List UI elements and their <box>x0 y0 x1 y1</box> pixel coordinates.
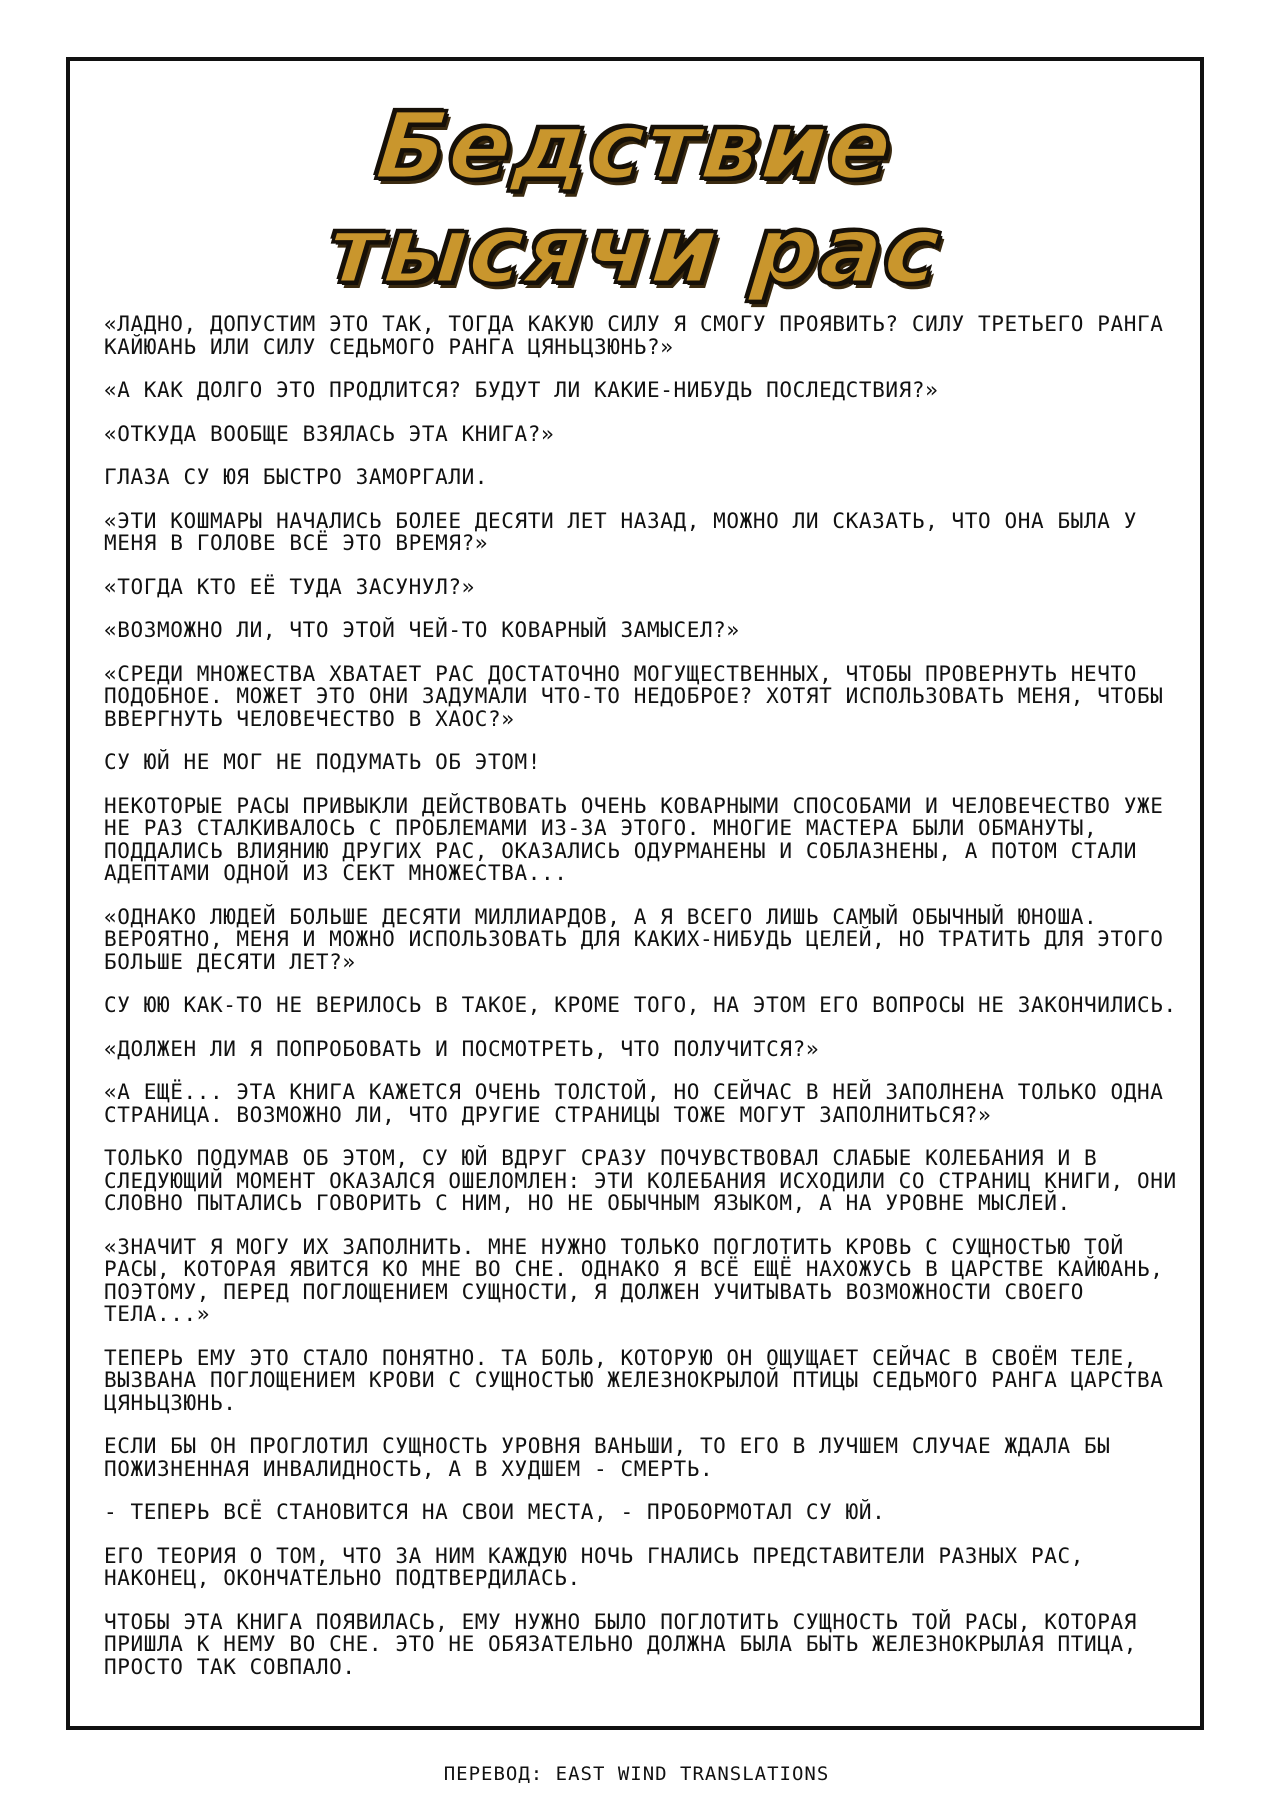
title-line-1: Бедствие <box>371 93 899 200</box>
paragraph: ЧТОБЫ ЭТА КНИГА ПОЯВИЛАСЬ, ЕМУ НУЖНО БЫЛО ПОГЛОТИТЬ СУЩНОСТЬ ТОЙ РАСЫ, КОТОРАЯ ПРИШЛА К НЕМУ ВО СНЕ. ЭТО НЕ ОБЯЗАТЕЛЬНО ДОЛЖНА БЫЛА БЫТЬ ЖЕЛЕЗНОКРЫЛАЯ ПТИЦА, ПРОСТО ТАК СОВПАЛО. <box>104 1609 1137 1679</box>
translation-credit: ПЕРЕВОД: EAST WIND TRANSLATIONS <box>443 1763 830 1785</box>
paragraph: НЕКОТОРЫЕ РАСЫ ПРИВЫКЛИ ДЕЙСТВОВАТЬ ОЧЕНЬ КОВАРНЫМИ СПОСОБАМИ И ЧЕЛОВЕЧЕСТВО УЖЕ НЕ РАЗ СТАЛКИВАЛОСЬ С ПРОБЛЕМАМИ ИЗ-ЗА ЭТОГО. МНОГИЕ МАСТЕРА БЫЛИ ОБМАНУТЫ, ПОДДАЛИСЬ ВЛИЯНИЮ ДРУГИХ РАС, ОКАЗАЛИСЬ ОДУРМАНЕНЫ И СОБЛАЗНЕНЫ, А ПОТОМ СТАЛИ АДЕПТАМИ ОДНОЙ ИЗ СЕКТ МНОЖЕСТВА... <box>104 793 1164 885</box>
paragraph: «ОТКУДА ВООБЩЕ ВЗЯЛАСЬ ЭТА КНИГА?» <box>104 421 555 446</box>
paragraph: «ЗНАЧИТ Я МОГУ ИХ ЗАПОЛНИТЬ. МНЕ НУЖНО ТОЛЬКО ПОГЛОТИТЬ КРОВЬ С СУЩНОСТЬЮ ТОЙ РАСЫ, КОТОРАЯ ЯВИТСЯ КО МНЕ ВО СНЕ. ОДНАКО Я ВСЁ ЕЩЁ НАХОЖУСЬ В ЦАРСТВЕ КАЙЮАНЬ, ПОЭТОМУ, ПЕРЕД ПОГЛОЩЕНИЕМ СУЩНОСТИ, Я ДОЛЖЕН УЧИТЫВАТЬ ВОЗМОЖНОСТИ СВОЕГО ТЕЛА...» <box>104 1234 1164 1326</box>
paragraph: «ДОЛЖЕН ЛИ Я ПОПРОБОВАТЬ И ПОСМОТРЕТЬ, ЧТО ПОЛУЧИТСЯ?» <box>104 1036 820 1061</box>
paragraph: ЕСЛИ БЫ ОН ПРОГЛОТИЛ СУЩНОСТЬ УРОВНЯ ВАНЬШИ, ТО ЕГО В ЛУЧШЕМ СЛУЧАЕ ЖДАЛА БЫ ПОЖИЗНЕННАЯ ИНВАЛИДНОСТЬ, А В ХУДШЕМ - СМЕРТЬ. <box>104 1434 1111 1481</box>
paragraph: СУ ЮЙ НЕ МОГ НЕ ПОДУМАТЬ ОБ ЭТОМ! <box>104 750 542 774</box>
paragraph: ТЕПЕРЬ ЕМУ ЭТО СТАЛО ПОНЯТНО. ТА БОЛЬ, КОТОРУЮ ОН ОЩУЩАЕТ СЕЙЧАС В СВОЁМ ТЕЛЕ, ВЫЗВАНА ПОГЛОЩЕНИЕМ КРОВИ С СУЩНОСТЬЮ ЖЕЛЕЗНОКРЫЛОЙ ПТИЦЫ СЕДЬМОГО РАНГА ЦАРСТВА ЦЯНЬЦЗЮНЬ. <box>104 1345 1164 1415</box>
paragraph: «ТОГДА КТО ЕЁ ТУДА ЗАСУНУЛ?» <box>104 574 475 599</box>
title-logo <box>70 95 1200 303</box>
paragraph: ТОЛЬКО ПОДУМАВ ОБ ЭТОМ, СУ ЮЙ ВДРУГ СРАЗУ ПОЧУВСТВОВАЛ СЛАБЫЕ КОЛЕБАНИЯ И В СЛЕДУЮЩИЙ МОМЕНТ ОКАЗАЛСЯ ОШЕЛОМЛЕН: ЭТИ КОЛЕБАНИЯ ИСХОДИЛИ СО СТРАНИЦ КНИГИ, ОНИ СЛОВНО ПЫТАЛИСЬ ГОВОРИТЬ С НИМ, НО НЕ ОБЫЧНЫМ ЯЗЫКОМ, А НА УРОВНЕ МЫСЛЕЙ. <box>104 1146 1177 1215</box>
page-frame <box>66 57 1204 1730</box>
paragraph: «ЛАДНО, ДОПУСТИМ ЭТО ТАК, ТОГДА КАКУЮ СИЛУ Я СМОГУ ПРОЯВИТЬ? СИЛУ ТРЕТЬЕГО РАНГА КАЙЮАНЬ ИЛИ СИЛУ СЕДЬМОГО РАНГА ЦЯНЬЦЗЮНЬ?» <box>104 312 1164 359</box>
paragraph: ГЛАЗА СУ ЮЯ БЫСТРО ЗАМОРГАЛИ. <box>104 465 489 489</box>
chapter-text <box>104 313 1178 1699</box>
paragraph: «ЭТИ КОШМАРЫ НАЧАЛИСЬ БОЛЕЕ ДЕСЯТИ ЛЕТ НАЗАД, МОЖНО ЛИ СКАЗАТЬ, ЧТО ОНА БЫЛА У МЕНЯ В ГОЛОВЕ ВСЁ ЭТО ВРЕМЯ?» <box>104 508 1137 555</box>
paragraph: - ТЕПЕРЬ ВСЁ СТАНОВИТСЯ НА СВОИ МЕСТА, - ПРОБОРМОТАЛ СУ ЮЙ. <box>104 1500 886 1524</box>
paragraph: СУ ЮЮ КАК-ТО НЕ ВЕРИЛОСЬ В ТАКОЕ, КРОМЕ ТОГО, НА ЭТОМ ЕГО ВОПРОСЫ НЕ ЗАКОНЧИЛИСЬ. <box>104 993 1177 1017</box>
paragraph: «СРЕДИ МНОЖЕСТВА ХВАТАЕТ РАС ДОСТАТОЧНО МОГУЩЕСТВЕННЫХ, ЧТОБЫ ПРОВЕРНУТЬ НЕЧТО ПОДОБНОЕ. МОЖЕТ ЭТО ОНИ ЗАДУМАЛИ ЧТО-ТО НЕДОБРОЕ? ХОТЯТ ИСПОЛЬЗОВАТЬ МЕНЯ, ЧТОБЫ ВВЕРГНУТЬ ЧЕЛОВЕЧЕСТВО В ХАОС?» <box>104 661 1164 731</box>
paragraph: «ОДНАКО ЛЮДЕЙ БОЛЬШЕ ДЕСЯТИ МИЛЛИАРДОВ, А Я ВСЕГО ЛИШЬ САМЫЙ ОБЫЧНЫЙ ЮНОША. ВЕРОЯТНО, МЕНЯ И МОЖНО ИСПОЛЬЗОВАТЬ ДЛЯ КАКИХ-НИБУДЬ ЦЕЛЕЙ, НО ТРАТИТЬ ДЛЯ ЭТОГО БОЛЬШЕ ДЕСЯТИ ЛЕТ?» <box>104 904 1164 974</box>
paragraph: «А КАК ДОЛГО ЭТО ПРОДЛИТСЯ? БУДУТ ЛИ КАКИЕ-НИБУДЬ ПОСЛЕДСТВИЯ?» <box>104 378 939 402</box>
paragraph: «А ЕЩЁ... ЭТА КНИГА КАЖЕТСЯ ОЧЕНЬ ТОЛСТОЙ, НО СЕЙЧАС В НЕЙ ЗАПОЛНЕНА ТОЛЬКО ОДНА СТРАНИЦА. ВОЗМОЖНО ЛИ, ЧТО ДРУГИЕ СТРАНИЦЫ ТОЖЕ МОГУТ ЗАПОЛНИТЬСЯ?» <box>104 1080 1164 1127</box>
paragraph: «ВОЗМОЖНО ЛИ, ЧТО ЭТОЙ ЧЕЙ-ТО КОВАРНЫЙ ЗАМЫСЕЛ?» <box>104 618 740 642</box>
paragraph: ЕГО ТЕОРИЯ О ТОМ, ЧТО ЗА НИМ КАЖДУЮ НОЧЬ ГНАЛИСЬ ПРЕДСТАВИТЕЛИ РАЗНЫХ РАС, НАКОНЕЦ, ОКОНЧАТЕЛЬНО ПОДТВЕРДИЛАСЬ. <box>104 1543 1084 1590</box>
title-line-2: тысячи рас <box>323 197 947 304</box>
